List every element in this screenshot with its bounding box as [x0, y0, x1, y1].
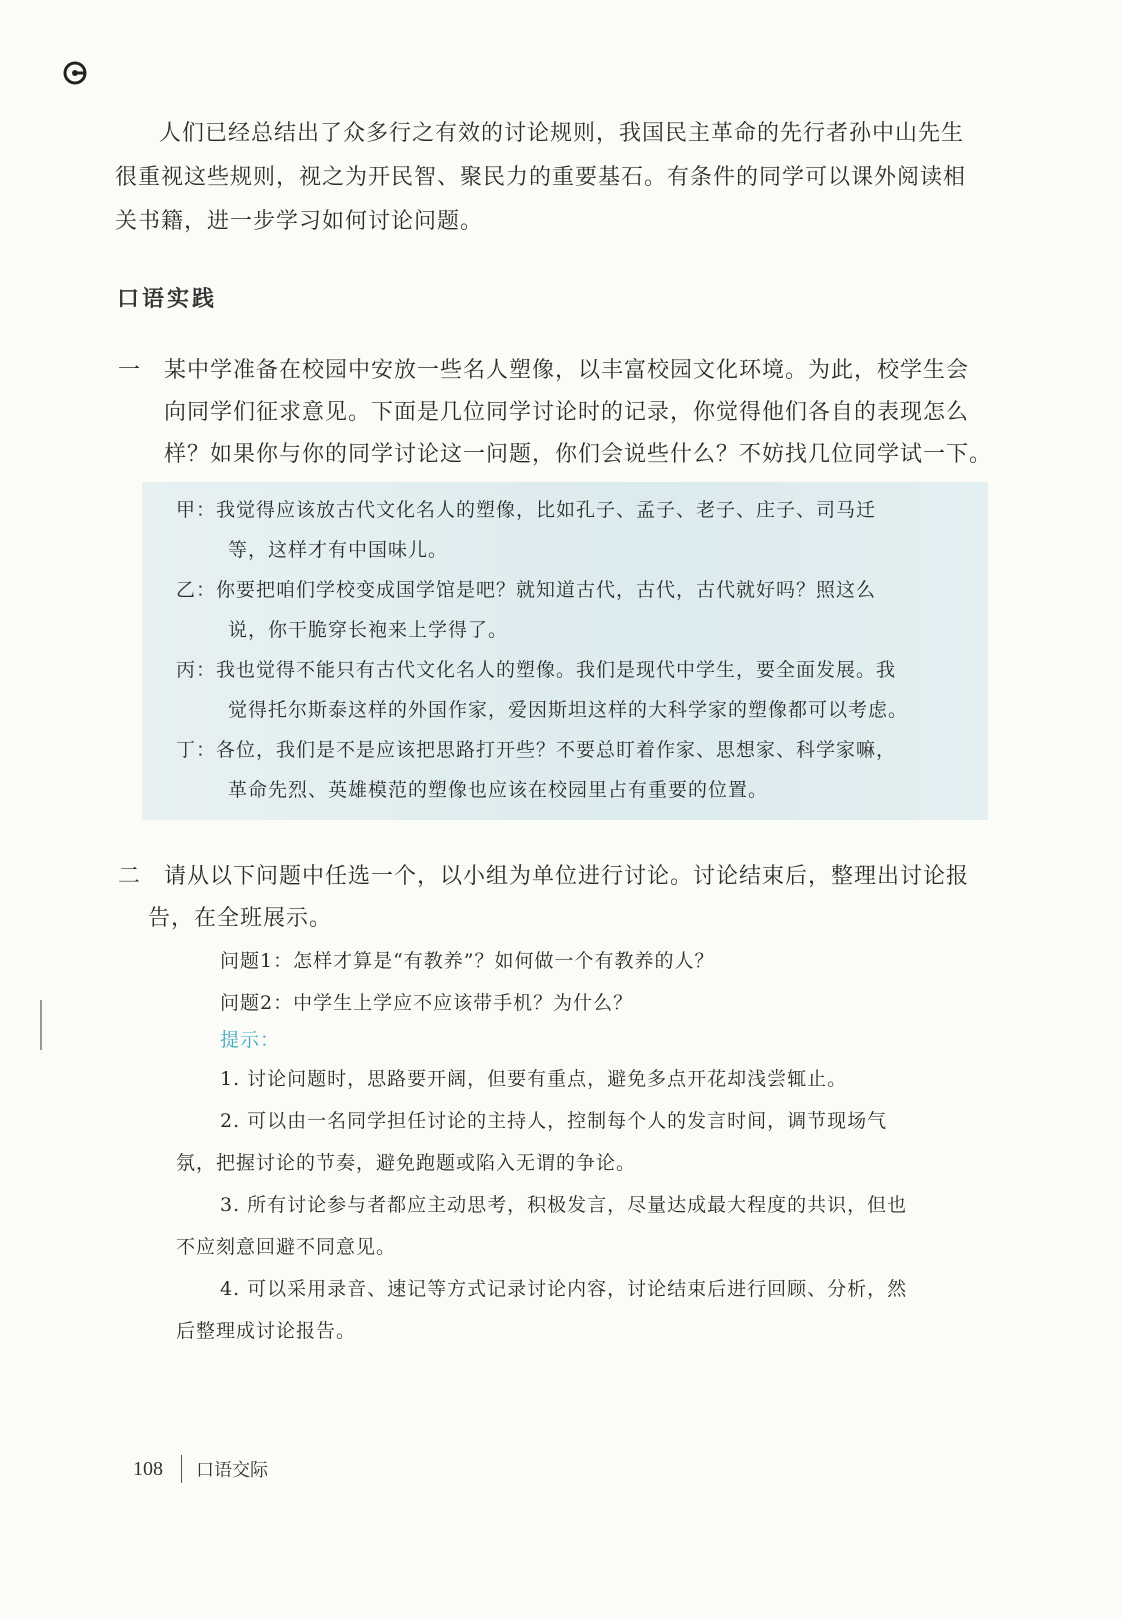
problem-item: 问题2：中学生上学应不应该带手机？为什么？ [220, 992, 634, 1014]
corner-logo-icon [62, 60, 88, 86]
speech-line: 丙：我也觉得不能只有古代文化名人的塑像。我们是现代中学生，要全面发展。我 [176, 659, 897, 681]
speech-line: 革命先烈、英雄模范的塑像也应该在校园里占有重要的位置。 [228, 779, 769, 801]
tips-list [176, 1058, 996, 1352]
hint-title: 提示： [220, 1029, 281, 1051]
tip-line: 不应刻意回避不同意见。 [176, 1236, 397, 1258]
speech-jia [176, 490, 976, 570]
page-footer [133, 1455, 268, 1483]
question-line: 请从以下问题中任选一个，以小组为单位进行讨论。讨论结束后，整理出讨论报 [164, 864, 970, 889]
tip-line: 氛，把握讨论的节奏，避免跑题或陷入无谓的争论。 [176, 1152, 637, 1174]
speech-yi [176, 570, 976, 650]
question-1 [118, 350, 998, 476]
footer-divider [181, 1455, 182, 1483]
tip-line: 3. 所有讨论参与者都应主动思考，积极发言，尽量达成最大程度的共识，但也 [220, 1194, 908, 1216]
dialog-record [176, 490, 976, 810]
question-2 [118, 856, 998, 940]
speech-line: 等，这样才有中国味儿。 [228, 539, 449, 561]
speech-line: 乙：你要把咱们学校变成国学馆是吧？就知道古代，古代，古代就好吗？照这么 [176, 579, 877, 601]
question-line: 向同学们征求意见。下面是几位同学讨论时的记录，你觉得他们各自的表现怎么 [164, 400, 970, 425]
intro-line: 人们已经总结出了众多行之有效的讨论规则，我国民主革命的先行者孙中山先生 [159, 121, 965, 146]
question-number: 一 [118, 358, 142, 383]
speech-ding [176, 730, 976, 810]
question-number: 二 [118, 864, 142, 889]
tip-line: 2. 可以由一名同学担任讨论的主持人，控制每个人的发言时间，调节现场气 [220, 1110, 888, 1132]
page-number: 108 [133, 1457, 163, 1480]
speech-line: 觉得托尔斯泰这样的外国作家，爱因斯坦这样的大科学家的塑像都可以考虑。 [228, 699, 909, 721]
tip-line: 1. 讨论问题时，思路要开阔，但要有重点，避免多点开花却浅尝辄止。 [220, 1068, 848, 1090]
question-line: 样？如果你与你的同学讨论这一问题，你们会说些什么？不妨找几位同学试一下。 [164, 442, 993, 467]
margin-mark [40, 1000, 42, 1050]
tip-line: 4. 可以采用录音、速记等方式记录讨论内容，讨论结束后进行回顾、分析，然 [220, 1278, 908, 1300]
problem-list [220, 940, 980, 1024]
problem-item: 问题1：怎样才算是“有教养”？如何做一个有教养的人？ [220, 950, 715, 972]
intro-line: 关书籍，进一步学习如何讨论问题。 [115, 209, 484, 234]
chapter-name: 口语交际 [196, 1460, 268, 1481]
intro-paragraph [115, 112, 995, 244]
speech-line: 甲：我觉得应该放古代文化名人的塑像，比如孔子、孟子、老子、庄子、司马迁 [176, 499, 877, 521]
tip-line: 后整理成讨论报告。 [176, 1320, 357, 1342]
intro-line: 很重视这些规则，视之为开民智、聚民力的重要基石。有条件的同学可以课外阅读相 [115, 165, 967, 190]
speech-line: 说，你干脆穿长袍来上学得了。 [228, 619, 509, 641]
question-line: 某中学准备在校园中安放一些名人塑像，以丰富校园文化环境。为此，校学生会 [164, 358, 970, 383]
question-line: 告，在全班展示。 [148, 906, 333, 931]
speech-line: 丁：各位，我们是不是应该把思路打开些？不要总盯着作家、思想家、科学家嘛， [176, 739, 897, 761]
section-title: 口语实践 [117, 287, 218, 312]
speech-bing [176, 650, 976, 730]
